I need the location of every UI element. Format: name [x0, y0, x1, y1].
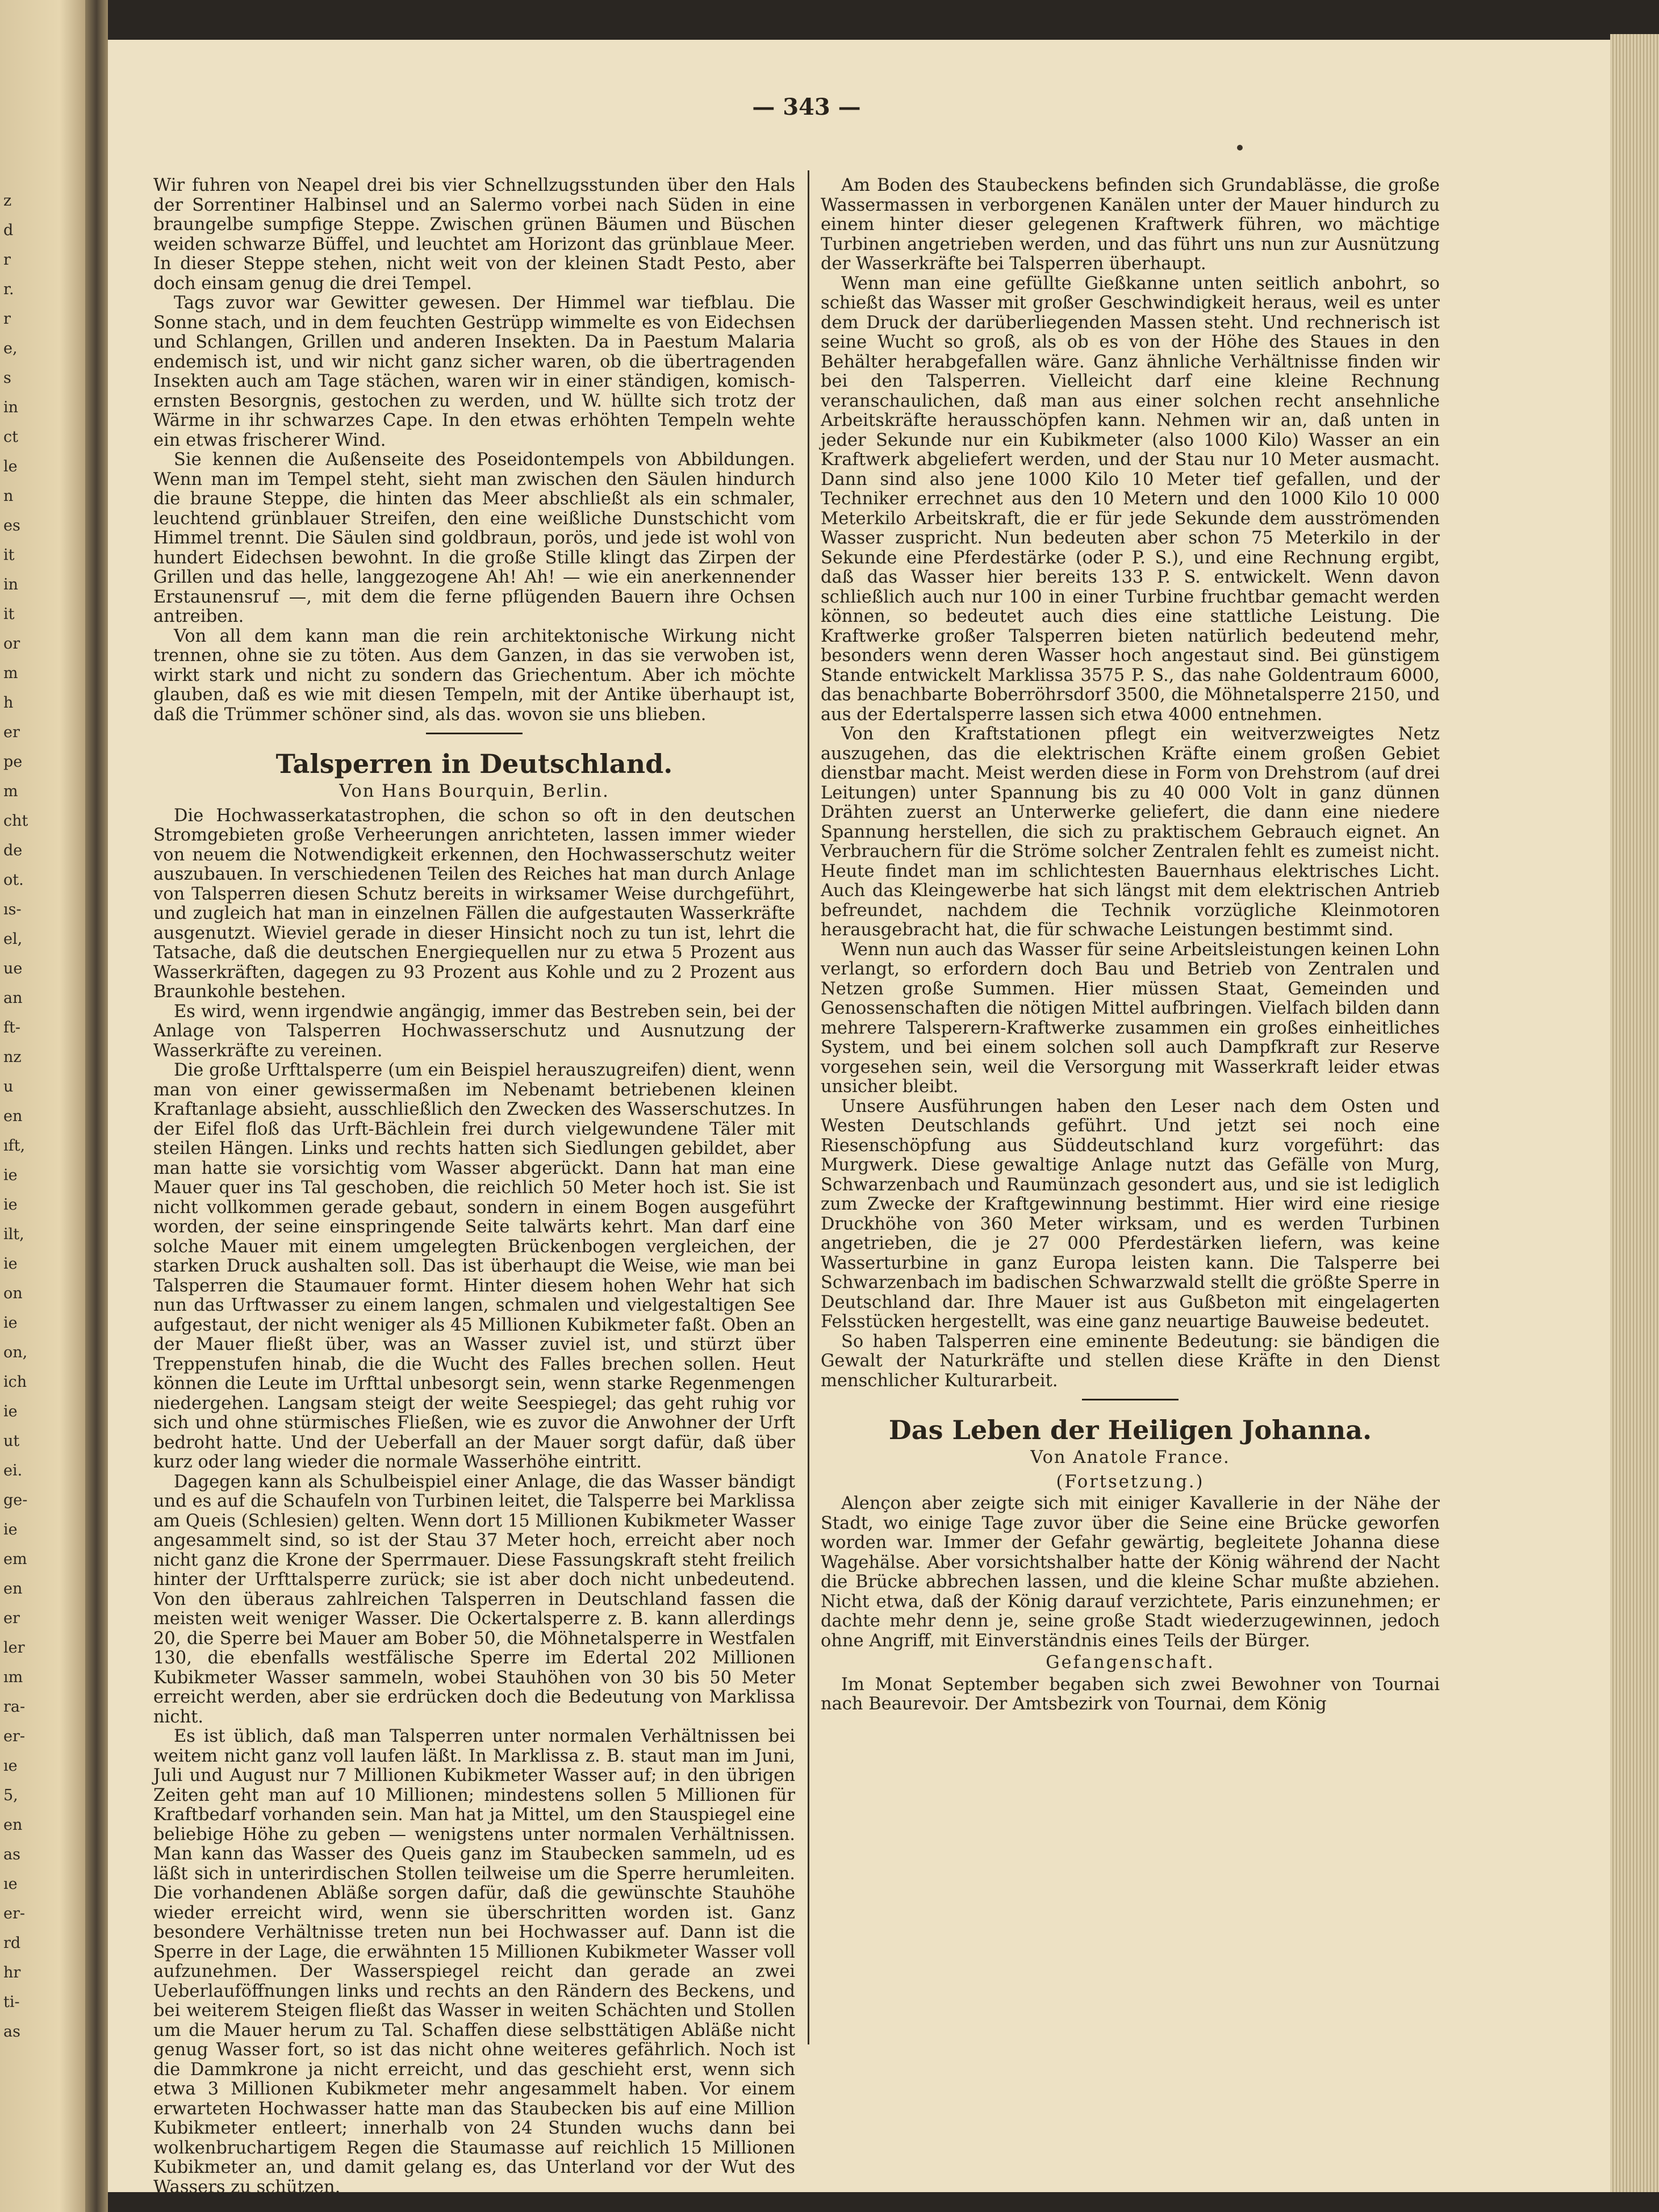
ink-spot [1237, 145, 1243, 150]
margin-fragment: ie [3, 1521, 18, 1538]
margin-fragment: ie [3, 1255, 18, 1273]
margin-fragment: r [3, 310, 11, 328]
margin-fragment: pe [3, 753, 23, 771]
margin-fragment: s [3, 369, 11, 387]
continuation-note: (Fortsetzung.) [1056, 1471, 1205, 1492]
paragraph: Wir fuhren von Neapel drei bis vier Schnellzugsstunden über den Hals der Sorrentiner Halbinsel und an Salermo vorbei nach Süden in eine braungelbe sumpfige Steppe. Zwischen grünen Bäumen und Büschen weiden schwarze Büffel, und leuchtet am Horizont das grünblaue Meer. In dieser Steppe stehen, nicht weit von der kleinen Stadt Pesto, aber doch einsam genug die drei Tempel. [153, 175, 795, 294]
divider [426, 733, 523, 734]
paragraph: Tags zuvor war Gewitter gewesen. Der Himmel war tiefblau. Die Sonne stach, und in dem feuchten Gestrüpp wimmelte es von Eidechsen und Schlangen, Grillen und anderen Insekten. Da in Paestum Malaria endemisch ist, und wir nicht ganz sicher waren, ob die übertragenden Insekten auch am Tage stächen, waren wir in einer ständigen, komisch-ernsten Besorgnis, gestochen zu werden, und W. hüllte sich trotz der Wärme in ihr schwarzes Cape. In den etwas erhöhten Tempeln wehte ein etwas frischerer Wind. [153, 293, 795, 450]
paragraph: Es ist üblich, daß man Talsperren unter normalen Verhältnissen bei weitem nicht ganz voll laufen läßt. In Marklissa z. B. staut man im Juni, Juli und August nur 7 Millionen Kubikmeter Wasser auf; in den übrigen Zeiten geht man auf 10 Millionen; mindestens sollen 5 Millionen für Kraftbedarf vorhanden sein. Man hat ja Mittel, um den Stauspiegel eine beliebige Höhe zu geben — wenigstens unter normalen Verhältnissen. Man kann das Wasser des Queis ganz im Staubecken sammeln, ud es läßt sich in unterirdischen Stollen teilweise um die Sperre herumleiten. Die vorhandenen Abläße sorgen dafür, daß die gewünschte Stauhöhe wieder erreicht wird, wenn sie überschritten worden ist. Ganz besondere Verhältnisse treten nun bei Hochwasser auf. Dann ist die Sperre in der Lage, die erwähnten 15 Millionen Kubikmeter Wasser voll aufzunehmen. Der Wasserspiegel reicht dan gerade an zwei Ueberlauföffnungen links und rechts an den Rändern des Beckens, und bei weiterem Steigen fließt das Wasser in weiten Schächten und Stollen um die Mauer herum zu Tal. Schaffen diese selbsttätigen Abläße nicht genug Wasser fort, so ist das nicht ohne weiteres gefährlich. Noch ist die Dammkrone ja nicht erreicht, und das geschieht erst, wenn sich etwa 3 Millionen Kubikmeter mehr angesammelt haben. Vor einem erwarteten Hochwasser hatte man das Staubecken bis auf eine Million Kubikmeter entleert; innerhalb von 24 Stunden wuchs dann bei wolkenbruchartigem Regen die Staumasse auf reichlich 15 Millionen Kubikmeter an, und damit gelang es, das Unterland vor der Wut des Wassers zu schützen. [153, 1726, 795, 2197]
paragraph: So haben Talsperren eine eminente Bedeutung: sie bändigen die Gewalt der Naturkräfte und stellen diese Kräfte in den Dienst menschlicher Kulturarbeit. [821, 1331, 1440, 1391]
margin-fragment: on [3, 1285, 23, 1302]
margin-fragment: ıe [3, 1757, 18, 1775]
margin-fragment: d [3, 221, 14, 239]
paragraph: Alençon aber zeigte sich mit einiger Kavallerie in der Nähe der Stadt, wo einige Tage zuvor über die Seine eine Brücke geworfen worden war. Immer der Gefahr gewärtig, begleitete Johanna diese Wagehälse. Aber vorsichtshalber hatte der König während der Nacht die Brücke abbrechen lassen, und die kleine Schar mußte abziehen. Nicht etwa, daß der König darauf verzichtete, Paris einzunehmen; er dachte mehr denn je, seine große Stadt wiederzugewinnen, jedoch ohne Angriff, mit Einverständnis eines Teils der Bürger. [821, 1494, 1440, 1651]
column-rule [808, 170, 809, 2044]
margin-fragment: ıft, [3, 1137, 26, 1155]
margin-fragment: as [3, 2023, 20, 2040]
book-gutter [85, 0, 108, 2212]
article-title: Das Leben der Heiligen Johanna. [888, 1415, 1372, 1445]
margin-fragment: an [3, 989, 23, 1007]
margin-fragment: hr [3, 1964, 21, 1981]
margin-fragment: er [3, 1609, 20, 1627]
margin-fragment: ue [3, 960, 23, 977]
margin-fragment: 5, [3, 1787, 18, 1804]
margin-fragment: er [3, 724, 20, 741]
margin-fragment: or [3, 635, 20, 653]
paragraph: Die Hochwasserkatastrophen, die schon so oft in den deutschen Stromgebieten große Verheerungen anrichteten, lassen immer wieder von neuem die Notwendigkeit erkennen, den Hochwasserschutz weiter auszubauen. In verschiedenen Teilen des Reiches hat man durch Anlage von Talsperren diesen Schutz bereits in wirksamer Weise durchgeführt, und zugleich hat man in einzelnen Fällen die aufgestauten Wasserkräfte ausgenutzt. Wieviel gerade in dieser Hinsicht noch zu tun ist, lehrt die Tatsache, daß die deutschen Energiequellen nur zu etwa 5 Prozent aus Wasserkräften, dagegen zu 93 Prozent aus Kohle und zu 2 Prozent aus Braunkohle bestehen. [153, 805, 795, 1002]
margin-fragment: ei. [3, 1462, 23, 1479]
margin-fragment: es [3, 517, 20, 534]
paragraph: Im Monat September begaben sich zwei Bewohner von Tournai nach Beaurevoir. Der Amtsbezirk von Tournai, dem König [821, 1674, 1440, 1714]
margin-fragment: h [3, 694, 14, 712]
margin-fragment: em [3, 1550, 27, 1568]
margin-fragment: nz [3, 1048, 22, 1066]
margin-fragment: ot. [3, 871, 24, 889]
margin-fragment: it [3, 605, 15, 623]
margin-fragment: en [3, 1816, 23, 1834]
article-talsperren [153, 747, 795, 2197]
paragraph: Am Boden des Staubeckens befinden sich Grundablässe, die große Wassermassen in verborgenen Kanälen unter der Mauer hindurch zu einem hinter dieser gelegenen Kraftwerk führen, wo mächtige Turbinen angetrieben werden, und das führt uns nun zur Ausnützung der Wasserkräfte bei Talsperren überhaupt. [821, 175, 1440, 274]
margin-fragment: ct [3, 428, 18, 446]
margin-fragment: in [3, 576, 19, 593]
paragraph: Wenn nun auch das Wasser für seine Arbeitsleistungen keinen Lohn verlangt, so erfordern doch Bau und Betrieb von Zentralen und Netzen große Summen. Hier müssen Staat, Gemeinden und Genossenschaften die nötigen Mittel aufbringen. Vielfach bilden dann mehrere Talsperern-Kraftwerke zusammen ein großes einheitliches System, und bei einem solchen soll auch Dampfkraft zur Reserve vorgesehen sein, weil die Versorgung mit Wasserkraft leider etwas unsicher bleibt. [821, 939, 1440, 1097]
section-heading: Gefangenschaft. [1046, 1653, 1215, 1672]
margin-fragment: ge- [3, 1491, 28, 1509]
margin-fragment: n [3, 487, 14, 505]
page-stack-edge [1610, 34, 1659, 2192]
margin-fragment: ie [3, 1403, 18, 1420]
margin-fragment: er- [3, 1905, 26, 1922]
margin-fragment: u [3, 1078, 14, 1095]
margin-fragment: de [3, 842, 23, 859]
paragraph: Wenn man eine gefüllte Gießkanne unten seitlich anbohrt, so schießt das Wasser mit großer Geschwindigkeit heraus, weil es unter dem Druck der darüberliegenden Massen steht. Und rechnerisch ist seine Wucht so groß, als ob es von der Höhe des Staues in den Behälter herabgefallen wäre. Ganz ähnliche Verhältnisse finden wir bei den Talsperren. Vielleicht darf eine kleine Rechnung veranschaulichen, daß man aus einer solchen recht ansehnliche Arbeitskräfte herausschöpfen kann. Nehmen wir an, daß unten in jeder Sekunde nur ein Kubikmeter (also 1000 Kilo) Wasser an ein Kraftwerk abgeliefert werden, und der Stau nur 10 Meter ausmacht. Dann sind also jene 1000 Kilo 10 Meter tief gefallen, und der Techniker errechnet aus den 10 Metern und den 1000 Kilo 10 000 Meterkilo Arbeitskraft, die er für jede Sekunde dem ausströmenden Wasser zuspricht. Nun bedeuten aber schon 75 Meterkilo in der Sekunde eine Pferdestärke (oder P. S.), und eine Rechnung ergibt, daß das Wasser hier bereits 133 P. S. entwickelt. Wenn davon schließlich auch nur 100 in einer Turbine fruchtbar gemacht werden können, so bedeutet auch dies eine stattliche Leistung. Die Kraftwerke großer Talsperren bieten natürlich bedeutend mehr, besonders wenn deren Wasser hoch angestaut sind. Bei günstigem Stande entwickelt Marklissa 3575 P. S., das nahe Goldentraum 6000, das benachbarte Boberröhrsdorf 3500, die Möhnetalsperre 2150, und aus der Edertalsperre lassen sich etwa 4000 entnehmen. [821, 273, 1440, 725]
byline: Von Anatole France. [1030, 1448, 1230, 1467]
left-column [153, 175, 795, 2197]
margin-fragment: as [3, 1846, 20, 1863]
divider [1082, 1399, 1179, 1400]
margin-fragment: ıs- [3, 901, 22, 918]
paragraph: Sie kennen die Außenseite des Poseidontempels von Abbildungen. Wenn man im Tempel steht, sieht man zwischen den Säulen hindurch die braune Steppe, die hinten das Meer abschließt als ein schmaler, leuchtend grünblauer Streifen, den eine weißliche Dunstschicht vom Himmel trennt. Die Säulen sind goldbraun, porös, und jede ist wohl von hundert Eidechsen bewohnt. In die große Stille klingt das Zirpen der Grillen und das helle, langgezogene Ah! Ah! — wie ein anerkennender Erstaunensruf —, mit dem die ferne pflügenden Bauern ihre Ochsen antreiben. [153, 450, 795, 626]
margin-fragment: in [3, 399, 19, 416]
margin-fragment: er- [3, 1728, 26, 1745]
paragraph: Von all dem kann man die rein architektonische Wirkung nicht trennen, ohne sie zu töten. Aus dem Ganzen, in das sie verwoben ist, wirkt stark und nicht zu sondern das Griechentum. Aber ich möchte glauben, daß es wie mit diesen Tempeln, mit der Antike überhaupt ist, daß die Trümmer schöner sind, als das. wovon sie uns blieben. [153, 626, 795, 725]
article-johanna [821, 1413, 1440, 1715]
margin-fragment: en [3, 1580, 23, 1598]
paragraph: Von den Kraftstationen pflegt ein weitverzweigtes Netz auszugehen, das die elektrischen Kräfte einem großen Gebiet dienstbar macht. Meist werden diese in Form von Drehstrom (auf drei Leitungen) unter Spannung bis zu 40 000 Volt in ganz dünnen Drähten zuerst an Unterwerke geliefert, die dann eine niedere Spannung herstellen, die sich zu praktischem Gebrauch eignet. An Verbrauchern für die Ströme solcher Zentralen fehlt es zumeist nicht. Heute findet man im schlichtesten Bauernhaus elektrisches Licht. Auch das Kleingewerbe hat sich längst mit dem elektrischen Antrieb befreundet, nachdem die Technik vorzügliche Kleinmotoren herausgebracht hat, die für schwache Leistungen bestimmt sind. [821, 724, 1440, 940]
margin-fragment: on, [3, 1344, 28, 1361]
paragraph: Es wird, wenn irgendwie angängig, immer das Bestreben sein, bei der Anlage von Talsperren Hochwasserschutz und Ausnutzung der Wasserkräfte zu vereinen. [153, 1001, 795, 1061]
margin-fragment: ra- [3, 1698, 26, 1716]
paragraph: Die große Urfttalsperre (um ein Beispiel herauszugreifen) dient, wenn man von einer gewissermaßen im Nebenamt betriebenen kleinen Kraftanlage absieht, ausschließlich den Zwecken des Wasserschutzes. In der Eifel floß das Urft-Bächlein frei durch vielgewundene Täler mit steilen Hängen. Links und rechts hatten sich Siedlungen gebildet, aber man hatte sie vorsichtig vom Wasser abgerückt. Dann hat man eine Mauer quer ins Tal geschoben, die reichlich 50 Meter hoch ist. Sie ist nicht vollkommen gerade gebaut, sondern in einem Bogen ausgeführt worden, der seine einspringende Seite talwärts kehrt. Man darf eine solche Mauer mit einem umgelegten Brückenbogen vergleichen, der starken Druck aushalten soll. Das ist überhaupt die Weise, wie man bei Talsperren die Staumauer formt. Hinter diesem hohen Wehr hat sich nun das Urftwasser zu einem langen, schmalen und vielgestaltigen See aufgestaut, der nicht weniger als 45 Millionen Kubikmeter faßt. Oben an der Mauer fließt über, was an Wasser zuviel ist, und stürzt über Treppenstufen hinab, die die Wucht des Falles brechen sollen. Heut können die Leute im Urfttal unbesorgt sein, wenn starke Regenmengen niedergehen. Langsam steigt der weite Seespiegel; das geht ruhig vor sich und ohne stürmisches Fließen, wie es zuvor die Anwohner der Urft bedroht hatte. Und der Ueberfall an der Mauer sorgt dafür, daß über kurz oder lang wieder die normale Wasserhöhe eintritt. [153, 1060, 795, 1472]
margin-fragment: le [3, 458, 18, 475]
margin-fragment: ie [3, 1196, 18, 1214]
margin-fragment: z [3, 192, 12, 210]
byline: Von Hans Bourquin, Berlin. [339, 781, 609, 801]
margin-fragment: ti- [3, 1993, 20, 2011]
page-number: — 343 — [752, 94, 861, 120]
margin-fragment: m [3, 664, 18, 682]
margin-fragment: r. [3, 281, 14, 298]
margin-fragment: ler [3, 1639, 25, 1657]
article-title: Talsperren in Deutschland. [275, 749, 673, 779]
margin-fragment: ım [3, 1669, 23, 1686]
margin-fragment: ich [3, 1373, 27, 1391]
margin-fragment: ilt, [3, 1226, 24, 1243]
paragraph: Dagegen kann als Schulbeispiel einer Anlage, die das Wasser bändigt und es auf die Schaufeln von Turbinen leitet, die Talsperre bei Marklissa am Queis (Schlesien) gelten. Wenn dort 15 Millionen Kubikmeter Wasser angesammelt sind, so ist der Stau 37 Meter hoch, erreicht aber noch nicht ganz die Krone der Sperrmauer. Diese Fassungskraft steht freilich hinter der Urfttalsperre zurück; sie ist aber doch nicht unbedeutend. Von den überaus zahlreichen Talsperren in Deutschland fassen die meisten weit weniger Wasser. Die Ockertalsperre z. B. kann allerdings 20, die Sperre bei Mauer am Bober 50, die Möhnetalsperre in Westfalen 130, die ebenfalls westfälische Sperre im Edertal 202 Millionen Kubikmeter Wasser sammeln, wobei Stauhöhen von 30 bis 50 Meter erreicht werden, aber sie erdrücken doch die Bedeutung von Marklissa nicht. [153, 1471, 795, 1727]
margin-fragment: r [3, 251, 11, 269]
margin-fragment: cht [3, 812, 28, 830]
paragraph: Unsere Ausführungen haben den Leser nach dem Osten und Westen Deutschlands geführt. Und jetzt sei noch eine Riesenschöpfung aus Süddeutschland kurz vorgeführt: das Murgwerk. Diese gewaltige Anlage nutzt das Gefälle von Murg, Schwarzenbach und Raumünzach gesondert aus, und sie ist lediglich zum Zwecke der Kraftgewinnung bestimmt. Hier wird eine riesige Druckhöhe von 360 Meter wirksam, und es werden Turbinen angetrieben, die je 27 000 Pferdestärken liefern, was keine Wasserturbine in ganz Europa leisten kann. Die Talsperre bei Schwarzenbach im badischen Schwarzwald stellt die größte Sperre in Deutschland dar. Ihre Mauer ist aus Gußbeton mit eingelagerten Felsstücken hergestellt, was eine ganz neuartige Bauweise bedeutet. [821, 1096, 1440, 1332]
margin-fragment: ut [3, 1432, 20, 1450]
adjacent-page-edge [0, 0, 85, 2212]
margin-fragment: it [3, 546, 15, 564]
margin-fragment: el, [3, 930, 23, 948]
margin-fragment: e, [3, 340, 18, 357]
margin-fragment: ft- [3, 1019, 20, 1036]
margin-fragment: ie [3, 1166, 18, 1184]
margin-fragment: rd [3, 1934, 21, 1952]
margin-fragment: ie [3, 1314, 18, 1332]
article-tempel [153, 176, 795, 725]
margin-fragment: m [3, 783, 18, 800]
right-column [821, 176, 1440, 1715]
margin-fragment: en [3, 1107, 23, 1125]
margin-fragment: ıe [3, 1875, 18, 1893]
